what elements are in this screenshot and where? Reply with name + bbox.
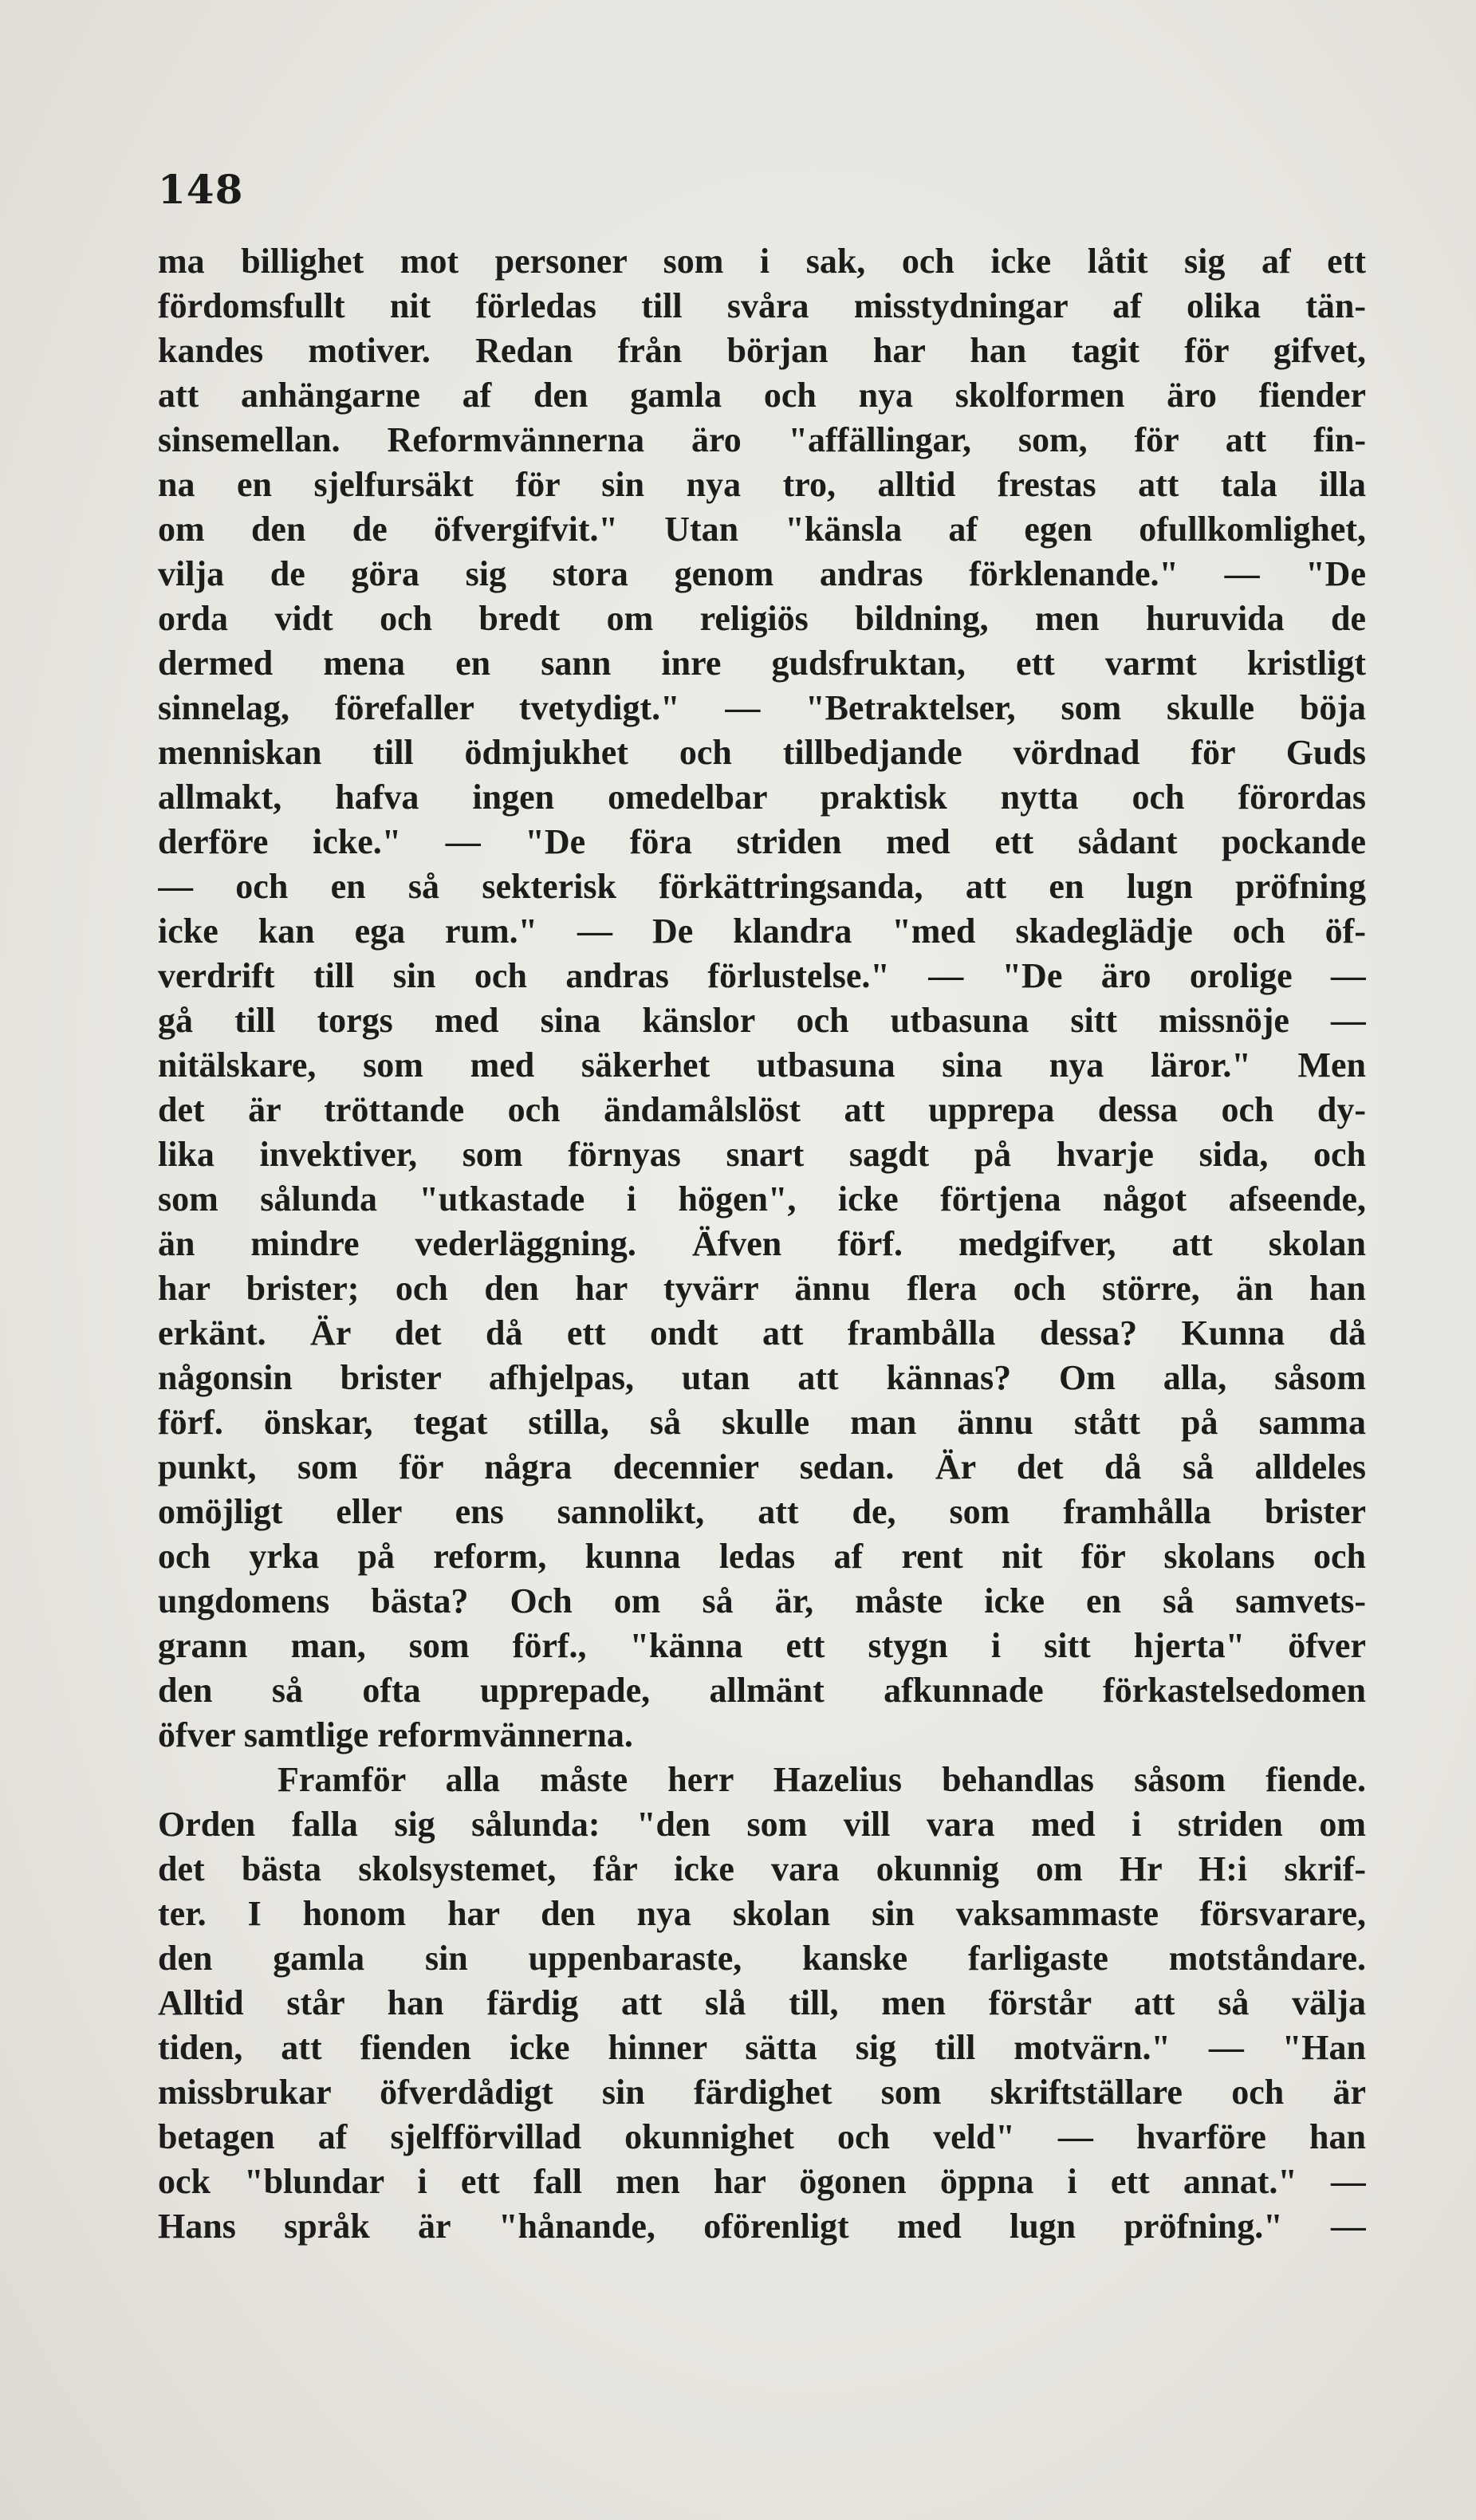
text-line: menniskan till ödmjukhet och tillbedjande vördnad för Guds bbox=[158, 733, 1366, 772]
text-line: det bästa skolsystemet, får icke vara okunnig om Hr H:i skrif- bbox=[158, 1849, 1366, 1888]
page-number: 148 bbox=[158, 166, 244, 213]
text-line: sinsemellan. Reformvännerna äro "affällingar, som, för att fin- bbox=[158, 420, 1366, 459]
text-line: grann man, som förf., "känna ett stygn i sitt hjerta" öfver bbox=[158, 1626, 1366, 1665]
text-line: Orden falla sig sålunda: "den som vill vara med i striden om bbox=[158, 1805, 1366, 1844]
text-line: betagen af sjelfförvillad okunnighet och veld" — hvarföre han bbox=[158, 2117, 1366, 2156]
text-line: kandes motiver. Redan från början har han tagit för gifvet, bbox=[158, 331, 1366, 370]
text-line: missbrukar öfverdådigt sin färdighet som skriftställare och är bbox=[158, 2073, 1366, 2112]
text-line: lika invektiver, som förnyas snart sagdt på hvarje sida, och bbox=[158, 1135, 1366, 1174]
text-line: Framför alla måste herr Hazelius behandlas såsom fiende. bbox=[277, 1760, 1366, 1799]
body-text bbox=[158, 239, 1366, 2249]
text-line: ter. I honom har den nya skolan sin vaksammaste försvarare, bbox=[158, 1894, 1366, 1933]
text-line: än mindre vederläggning. Äfven förf. medgifver, att skolan bbox=[158, 1224, 1366, 1263]
text-line: fördomsfullt nit förledas till svåra misstydningar af olika tän- bbox=[158, 286, 1366, 325]
text-line: punkt, som för några decennier sedan. Är det då så alldeles bbox=[158, 1447, 1366, 1486]
text-line: förf. önskar, tegat stilla, så skulle man ännu stått på samma bbox=[158, 1403, 1366, 1442]
text-line: allmakt, hafva ingen omedelbar praktisk nytta och förordas bbox=[158, 778, 1366, 817]
text-line: vilja de göra sig stora genom andras förklenande." — "De bbox=[158, 554, 1366, 593]
text-line: den gamla sin uppenbaraste, kanske farligaste motståndare. bbox=[158, 1939, 1366, 1978]
text-line: har brister; och den har tyvärr ännu flera och större, än han bbox=[158, 1269, 1366, 1308]
text-line: det är tröttande och ändamålslöst att upprepa dessa och dy- bbox=[158, 1090, 1366, 1129]
paragraph-1 bbox=[158, 239, 1366, 1758]
text-line: öfver samtlige reformvännerna. bbox=[158, 1715, 633, 1754]
text-line: gå till torgs med sina känslor och utbasuna sitt missnöje — bbox=[158, 1001, 1366, 1040]
text-line: ock "blundar i ett fall men har ögonen öppna i ett annat." — bbox=[158, 2162, 1366, 2201]
text-line: erkänt. Är det då ett ondt att frambålla dessa? Kunna då bbox=[158, 1313, 1366, 1353]
text-line: omöjligt eller ens sannolikt, att de, som framhålla brister bbox=[158, 1492, 1366, 1531]
text-line: dermed mena en sann inre gudsfruktan, ett varmt kristligt bbox=[158, 644, 1366, 683]
text-line: sinnelag, förefaller tvetydigt." — "Betraktelser, som skulle böja bbox=[158, 688, 1366, 727]
text-line: na en sjelfursäkt för sin nya tro, alltid frestas att tala illa bbox=[158, 465, 1366, 504]
text-line: Hans språk är "hånande, oförenligt med lugn pröfning." — bbox=[158, 2207, 1366, 2246]
text-line: Alltid står han färdig att slå till, men förstår att så välja bbox=[158, 1983, 1366, 2022]
text-line: som sålunda "utkastade i högen", icke förtjena något afseende, bbox=[158, 1179, 1366, 1219]
text-line: nitälskare, som med säkerhet utbasuna sina nya läror." Men bbox=[158, 1045, 1366, 1085]
text-line: ungdomens bästa? Och om så är, måste icke en så samvets- bbox=[158, 1581, 1366, 1620]
text-line: och yrka på reform, kunna ledas af rent nit för skolans och bbox=[158, 1537, 1366, 1576]
text-line: verdrift till sin och andras förlustelse." — "De äro orolige — bbox=[158, 956, 1366, 995]
text-line: derföre icke." — "De föra striden med ett sådant pockande bbox=[158, 822, 1366, 861]
text-line: någonsin brister afhjelpas, utan att kännas? Om alla, såsom bbox=[158, 1358, 1366, 1397]
text-line: ma billighet mot personer som i sak, och icke låtit sig af ett bbox=[158, 242, 1366, 281]
text-line: orda vidt och bredt om religiös bildning, men huruvida de bbox=[158, 599, 1366, 638]
paragraph-2 bbox=[158, 1758, 1366, 2249]
text-line: att anhängarne af den gamla och nya skolformen äro fiender bbox=[158, 376, 1366, 415]
text-line: — och en så sekterisk förkättringsanda, att en lugn pröfning bbox=[158, 867, 1366, 906]
text-line: den så ofta upprepade, allmänt afkunnade förkastelsedomen bbox=[158, 1671, 1366, 1710]
text-line: tiden, att fienden icke hinner sätta sig till motvärn." — "Han bbox=[158, 2028, 1366, 2067]
text-line: icke kan ega rum." — De klandra "med skadeglädje och öf- bbox=[158, 912, 1366, 951]
text-line: om den de öfvergifvit." Utan "känsla af egen ofullkomlighet, bbox=[158, 510, 1366, 549]
